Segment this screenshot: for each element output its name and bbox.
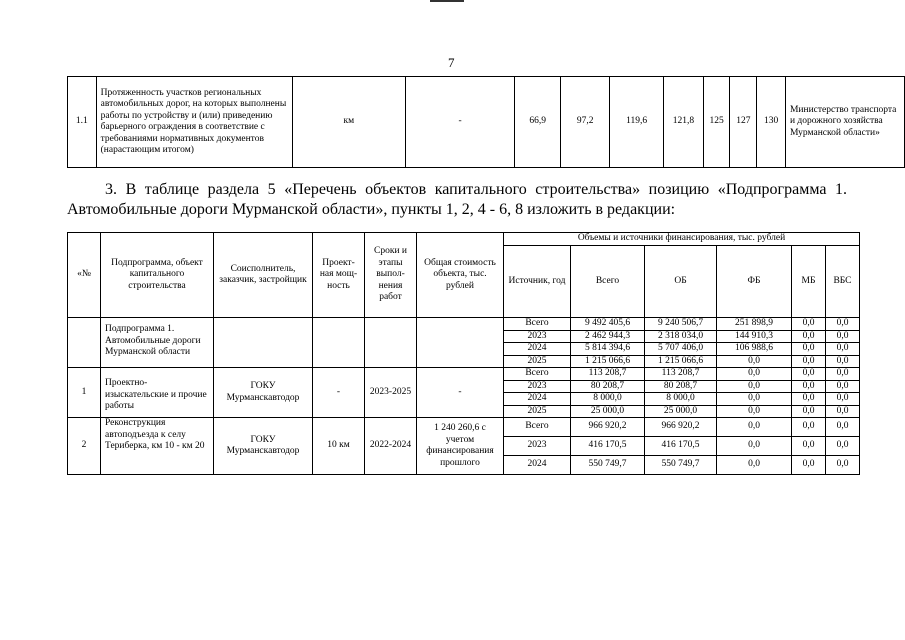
object-name: Реконструкция автоподъезда к селу Териберка, км 10 - км 20	[101, 418, 214, 475]
mb-value: 0,0	[792, 343, 826, 356]
ob-value: 966 920,2	[645, 418, 717, 437]
object-cost: 1 240 260,6 с учетом финансирования прошлого	[417, 418, 504, 475]
mb-value: 0,0	[792, 405, 826, 418]
vbs-value: 0,0	[826, 343, 860, 356]
header-source: Источник, год	[504, 246, 571, 318]
ob-value: 550 749,7	[645, 456, 717, 475]
fb-value: 0,0	[717, 418, 792, 437]
object-number: 1	[68, 368, 101, 418]
source-year: 2024	[504, 393, 571, 406]
source-year: Всего	[504, 318, 571, 331]
ob-value: 113 208,7	[645, 368, 717, 381]
header-total: Всего	[571, 246, 645, 318]
value-cell: 66,9	[515, 77, 561, 168]
base-cell: -	[405, 77, 514, 168]
object-cost: -	[417, 368, 504, 418]
total-value: 9 492 405,6	[571, 318, 645, 331]
ob-value: 2 318 034,0	[645, 330, 717, 343]
mb-value: 0,0	[792, 380, 826, 393]
object-capacity: 10 км	[313, 418, 365, 475]
object-terms: 2022-2024	[365, 418, 417, 475]
total-value: 2 462 944,3	[571, 330, 645, 343]
object-cost	[417, 318, 504, 368]
executor-cell: Министерство транспорта и дорожного хозяйства Мурманской области»	[785, 77, 904, 168]
object-capacity: -	[313, 368, 365, 418]
object-number: 2	[68, 418, 101, 475]
object-name: Подпрограмма 1. Автомобильные дороги Мурманской области	[101, 318, 214, 368]
page-number: 7	[448, 55, 455, 70]
table-row	[68, 318, 860, 331]
fb-value: 0,0	[717, 405, 792, 418]
total-value: 5 814 394,6	[571, 343, 645, 356]
header-num: «№	[68, 233, 101, 318]
vbs-value: 0,0	[826, 330, 860, 343]
mb-value: 0,0	[792, 393, 826, 406]
header-capacity: Проект-ная мощ-ность	[313, 233, 365, 318]
vbs-value: 0,0	[826, 355, 860, 368]
vbs-value: 0,0	[826, 368, 860, 381]
header-ob: ОБ	[645, 246, 717, 318]
row-number: 1.1	[68, 77, 97, 168]
mb-value: 0,0	[792, 355, 826, 368]
total-value: 1 215 066,6	[571, 355, 645, 368]
object-terms: 2023-2025	[365, 368, 417, 418]
ob-value: 5 707 406,0	[645, 343, 717, 356]
object-number	[68, 318, 101, 368]
total-value: 25 000,0	[571, 405, 645, 418]
header-terms: Сроки и этапы выпол-нения работ	[365, 233, 417, 318]
fb-value: 0,0	[717, 355, 792, 368]
table-row	[68, 418, 860, 437]
mb-value: 0,0	[792, 456, 826, 475]
source-year: 2023	[504, 437, 571, 456]
source-year: 2024	[504, 343, 571, 356]
vbs-value: 0,0	[826, 437, 860, 456]
table-row	[68, 368, 860, 381]
vbs-value: 0,0	[826, 380, 860, 393]
header-vbs: ВБС	[826, 246, 860, 318]
value-cell: 127	[730, 77, 757, 168]
fb-value: 0,0	[717, 437, 792, 456]
source-year: 2025	[504, 405, 571, 418]
vbs-value: 0,0	[826, 418, 860, 437]
header-funding-group: Объемы и источники финансирования, тыс. рублей	[504, 233, 860, 246]
capital-construction-table	[67, 232, 860, 475]
table-row	[68, 77, 905, 168]
source-year: 2023	[504, 330, 571, 343]
ob-value: 1 215 066,6	[645, 355, 717, 368]
header-cost: Общая стоимость объекта, тыс. рублей	[417, 233, 504, 318]
top-edge-mark	[430, 0, 464, 2]
value-cell: 121,8	[664, 77, 704, 168]
vbs-value: 0,0	[826, 318, 860, 331]
object-name: Проектно-изыскательские и прочие работы	[101, 368, 214, 418]
fb-value: 106 988,6	[717, 343, 792, 356]
ob-value: 9 240 506,7	[645, 318, 717, 331]
object-executor: ГОКУ Мурманскавтодор	[214, 368, 313, 418]
mb-value: 0,0	[792, 437, 826, 456]
instruction-paragraph: 3. В таблице раздела 5 «Перечень объектов капитального строительства» позицию «Подпрограмма 1. Автомобильные дороги Мурманской области», пункты 1, 2, 4 - 6, 8 изложить в редакции:	[67, 181, 847, 218]
object-capacity	[313, 318, 365, 368]
mb-value: 0,0	[792, 368, 826, 381]
mb-value: 0,0	[792, 330, 826, 343]
header-fb: ФБ	[717, 246, 792, 318]
ob-value: 25 000,0	[645, 405, 717, 418]
indicator-table	[67, 76, 905, 168]
source-year: 2024	[504, 456, 571, 475]
fb-value: 0,0	[717, 368, 792, 381]
total-value: 80 208,7	[571, 380, 645, 393]
value-cell: 119,6	[610, 77, 664, 168]
vbs-value: 0,0	[826, 405, 860, 418]
total-value: 113 208,7	[571, 368, 645, 381]
object-executor	[214, 318, 313, 368]
value-cell: 125	[703, 77, 730, 168]
ob-value: 80 208,7	[645, 380, 717, 393]
total-value: 416 170,5	[571, 437, 645, 456]
total-value: 966 920,2	[571, 418, 645, 437]
value-cell: 97,2	[561, 77, 610, 168]
unit-cell: км	[292, 77, 405, 168]
source-year: 2023	[504, 380, 571, 393]
fb-value: 144 910,3	[717, 330, 792, 343]
header-name: Подпрограмма, объект капитального строительства	[101, 233, 214, 318]
object-terms	[365, 318, 417, 368]
mb-value: 0,0	[792, 318, 826, 331]
indicator-name: Протяженность участков региональных автомобильных дорог, на которых выполнены работы по устройству и (или) приведению барьерного ограждения в соответствие с требованиями нормативных документов (нарастающим итогом)	[96, 77, 292, 168]
source-year: Всего	[504, 368, 571, 381]
mb-value: 0,0	[792, 418, 826, 437]
header-executor: Соисполнитель, заказчик, застройщик	[214, 233, 313, 318]
total-value: 8 000,0	[571, 393, 645, 406]
vbs-value: 0,0	[826, 393, 860, 406]
header-mb: МБ	[792, 246, 826, 318]
vbs-value: 0,0	[826, 456, 860, 475]
source-year: Всего	[504, 418, 571, 437]
source-year: 2025	[504, 355, 571, 368]
fb-value: 251 898,9	[717, 318, 792, 331]
fb-value: 0,0	[717, 456, 792, 475]
ob-value: 8 000,0	[645, 393, 717, 406]
fb-value: 0,0	[717, 380, 792, 393]
object-executor: ГОКУ Мурманскавтодор	[214, 418, 313, 475]
fb-value: 0,0	[717, 393, 792, 406]
ob-value: 416 170,5	[645, 437, 717, 456]
value-cell: 130	[757, 77, 786, 168]
total-value: 550 749,7	[571, 456, 645, 475]
